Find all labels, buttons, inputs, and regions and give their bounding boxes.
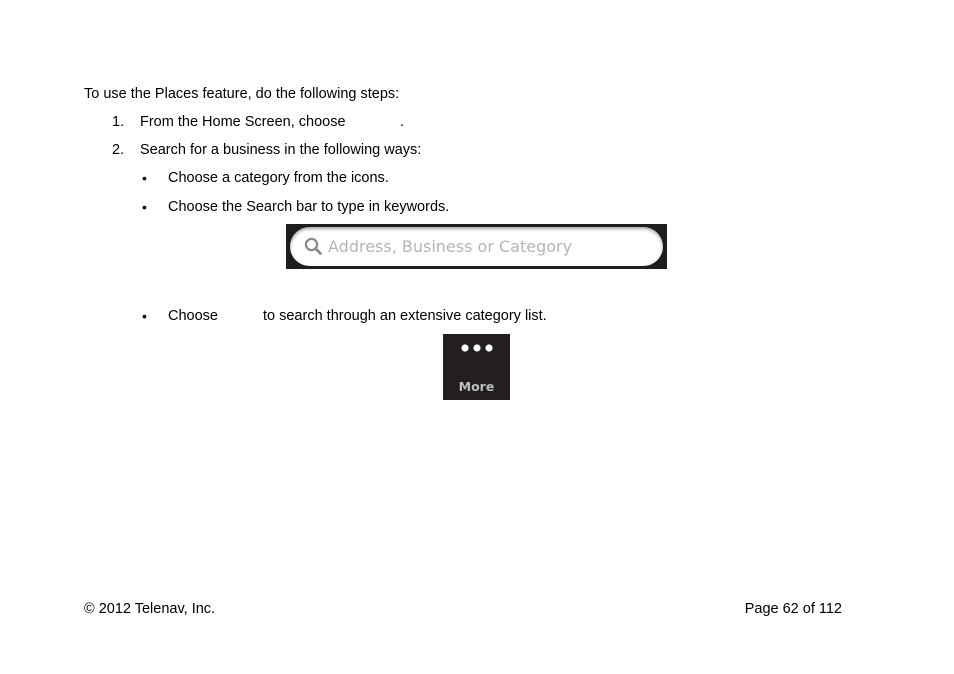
footer-copyright: © 2012 Telenav, Inc. (84, 601, 216, 617)
more-button-screenshot (443, 334, 510, 400)
step-2-number: 2. (112, 142, 125, 158)
bullet-3-symbol: • (142, 308, 147, 324)
bullet-1-text: Choose a category from the icons. (168, 170, 389, 186)
bullet-2-text: Choose the Search bar to type in keywords. (168, 199, 450, 215)
ellipsis-icon (460, 343, 494, 353)
step-2-text: Search for a business in the following ways: (140, 142, 422, 158)
search-bar-field (290, 227, 663, 266)
bullet-3-text-before: Choose (168, 308, 218, 324)
step-1-text: From the Home Screen, choose (140, 114, 346, 130)
more-label: More (458, 379, 495, 394)
search-bar-screenshot (286, 224, 667, 269)
bullet-3-text-after: to search through an extensive category list. (263, 308, 547, 324)
search-icon (304, 237, 322, 255)
intro-text: To use the Places feature, do the following steps: (84, 86, 400, 102)
bullet-2-symbol: • (142, 199, 147, 215)
footer-page-number: Page 62 of 112 (744, 601, 842, 617)
search-placeholder: Address, Business or Category (328, 237, 573, 256)
bullet-1-symbol: • (142, 170, 147, 186)
step-1-number: 1. (112, 114, 125, 130)
step-1-suffix: . (400, 114, 405, 130)
